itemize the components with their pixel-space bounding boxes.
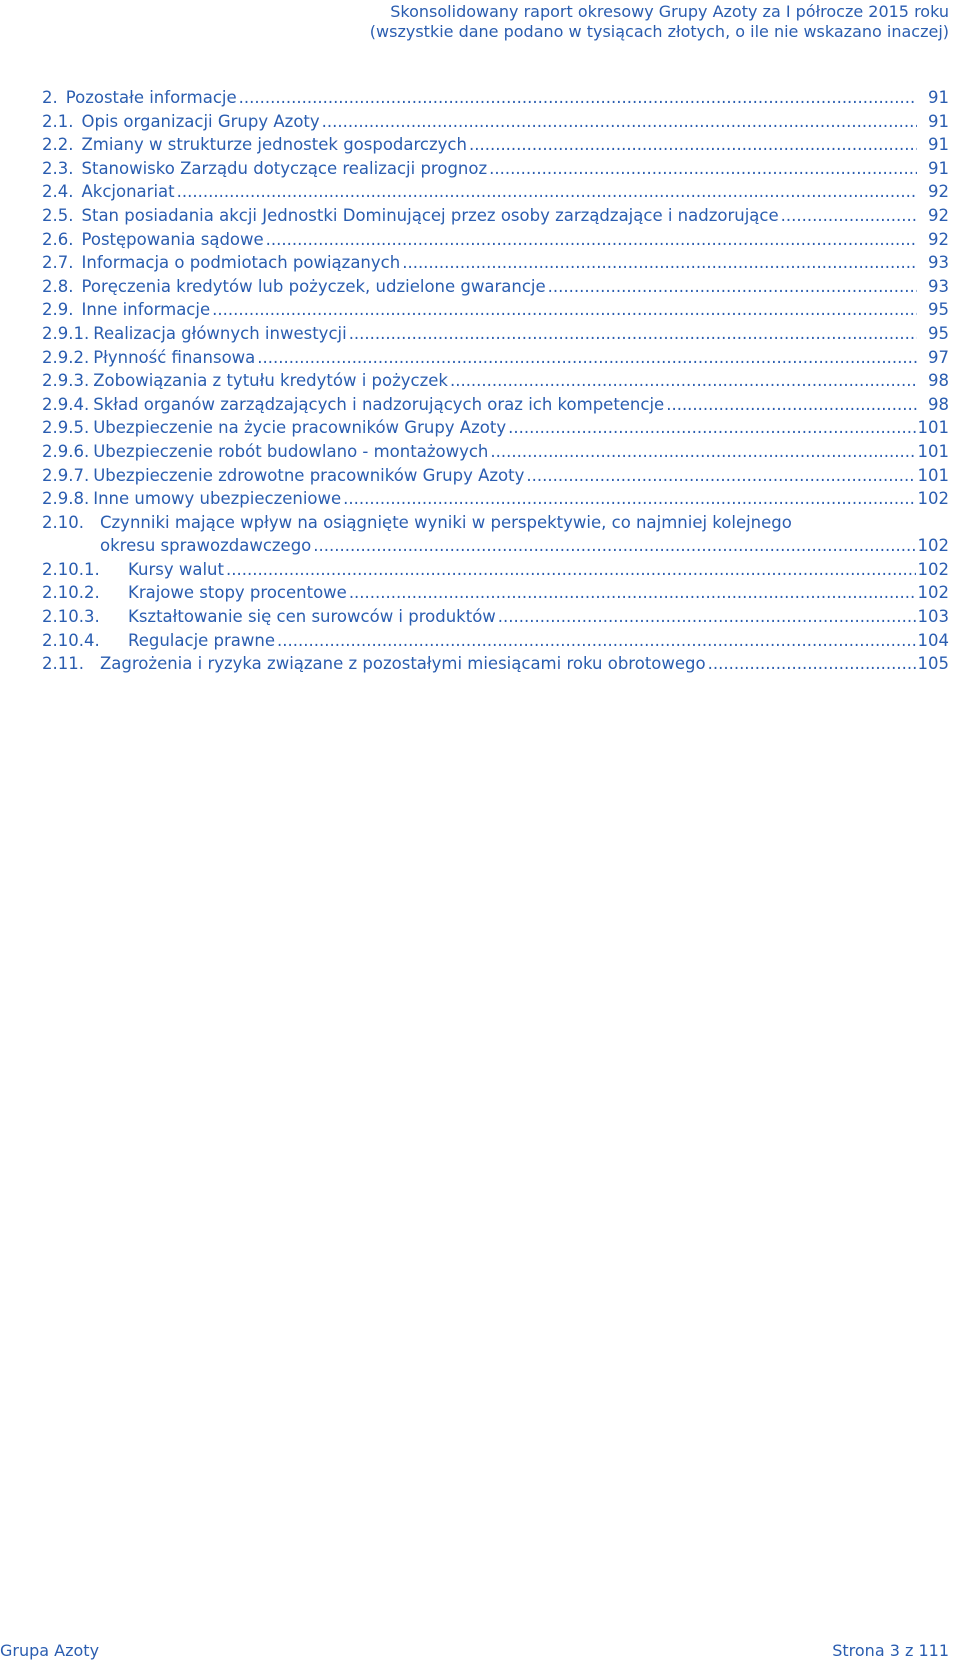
toc-number: 2.9. — [42, 300, 74, 320]
toc-page: 101 — [917, 418, 949, 438]
footer-company: Grupa Azoty — [0, 1641, 100, 1660]
toc-number: 2.9.4. — [42, 394, 90, 414]
toc-entry[interactable] — [42, 487, 949, 511]
toc-leader — [498, 605, 916, 629]
toc-page: 102 — [917, 536, 949, 556]
toc-leader — [508, 416, 915, 440]
toc-entry[interactable] — [42, 605, 949, 629]
toc-number: 2.10. — [42, 512, 84, 532]
toc-leader — [313, 534, 915, 558]
toc-number: 2.6. — [42, 229, 74, 249]
toc-leader — [239, 86, 917, 110]
toc-number: 2.5. — [42, 205, 74, 225]
toc-entry[interactable] — [42, 346, 949, 370]
toc-page: 91 — [928, 158, 949, 178]
toc-number: 2.9.2. — [42, 347, 90, 367]
toc-entry[interactable] — [42, 652, 949, 676]
toc-entry[interactable] — [42, 86, 949, 110]
toc-page: 101 — [917, 441, 949, 461]
toc-number: 2.10.4. — [42, 630, 100, 650]
toc-page: 102 — [917, 583, 949, 603]
toc-title: Stan posiadania akcji Jednostki Dominującej przez osoby zarządzające i nadzorujące — [81, 205, 779, 225]
toc-number: 2.3. — [42, 158, 74, 178]
toc-page: 92 — [928, 205, 949, 225]
toc-title: Zagrożenia i ryzyka związane z pozostałymi miesiącami roku obrotowego — [100, 654, 706, 674]
toc-entry[interactable] — [42, 298, 949, 322]
toc-entry[interactable] — [42, 629, 949, 653]
toc-entry[interactable] — [42, 581, 949, 605]
toc-title: Krajowe stopy procentowe — [128, 583, 347, 603]
toc-leader — [548, 275, 917, 299]
toc-leader — [469, 133, 917, 157]
toc-number: 2.9.5. — [42, 418, 90, 438]
toc-entry[interactable] — [42, 416, 949, 440]
toc-title: Inne umowy ubezpieczeniowe — [93, 489, 342, 509]
toc-page: 91 — [928, 88, 949, 107]
toc-title: Akcjonariat — [81, 182, 175, 202]
footer-page-number: Strona 3 z 111 — [832, 1641, 949, 1660]
toc-leader — [781, 204, 917, 228]
toc-leader — [177, 180, 917, 204]
toc-title: Informacja o podmiotach powiązanych — [81, 253, 401, 273]
toc-leader — [277, 629, 915, 653]
toc-title: Opis organizacji Grupy Azoty — [81, 111, 320, 131]
toc-entry[interactable] — [42, 180, 949, 204]
toc-entry-continuation[interactable] — [42, 534, 949, 558]
toc-title: Czynniki mające wpływ na osiągnięte wyniki w perspektywie, co najmniej kolejnego — [100, 512, 792, 532]
toc-leader — [266, 228, 917, 252]
toc-number: 2.9.6. — [42, 441, 90, 461]
toc-title: Ubezpieczenie robót budowlano - montażowych — [93, 441, 489, 461]
toc-leader — [526, 464, 915, 488]
toc-title: Ubezpieczenie zdrowotne pracowników Grupy Azoty — [93, 465, 525, 485]
toc-number: 2. — [42, 88, 58, 107]
toc-number: 2.9.8. — [42, 489, 90, 509]
toc-number: 2.11. — [42, 654, 84, 674]
toc-leader — [343, 487, 915, 511]
toc-number: 2.10.2. — [42, 583, 100, 603]
toc-title: Kursy walut — [128, 559, 224, 579]
report-header-subtitle: (wszystkie dane podano w tysiącach złotych, o ile nie wskazano inaczej) — [369, 22, 949, 41]
toc-page: 98 — [928, 394, 949, 414]
toc-page: 95 — [928, 323, 949, 343]
toc-title: Inne informacje — [81, 300, 211, 320]
toc-page: 93 — [928, 276, 949, 296]
toc-page: 105 — [917, 654, 949, 674]
toc-leader — [322, 110, 917, 134]
toc-page: 95 — [928, 300, 949, 320]
toc-leader — [349, 581, 916, 605]
toc-leader — [212, 298, 917, 322]
toc-entry[interactable] — [42, 251, 949, 275]
toc-title: Poręczenia kredytów lub pożyczek, udzielone gwarancje — [81, 276, 546, 296]
toc-title: Zmiany w strukturze jednostek gospodarczych — [81, 135, 467, 155]
toc-page: 93 — [928, 253, 949, 273]
toc-entry[interactable] — [42, 369, 949, 393]
toc-title: Postępowania sądowe — [81, 229, 264, 249]
toc-page: 98 — [928, 371, 949, 391]
toc-number: 2.7. — [42, 253, 74, 273]
toc-entry[interactable] — [42, 440, 949, 464]
toc-title: Ubezpieczenie na życie pracowników Grupy Azoty — [93, 418, 507, 438]
page-footer — [0, 1636, 949, 1664]
toc-entry[interactable] — [42, 393, 949, 417]
toc-leader — [490, 440, 915, 464]
toc-number: 2.9.3. — [42, 371, 90, 391]
toc-number: 2.2. — [42, 135, 74, 155]
toc-title: Stanowisko Zarządu dotyczące realizacji prognoz — [81, 158, 488, 178]
toc-page: 104 — [917, 630, 949, 650]
toc-entry[interactable] — [42, 133, 949, 157]
toc-entry[interactable] — [42, 511, 949, 535]
toc-page: 92 — [928, 182, 949, 202]
toc-page: 102 — [917, 489, 949, 509]
toc-title: Kształtowanie się cen surowców i produktów — [128, 607, 496, 627]
toc-leader — [257, 346, 917, 370]
toc-leader — [489, 157, 917, 181]
toc-page: 92 — [928, 229, 949, 249]
toc-page: 102 — [917, 559, 949, 579]
toc-page: 91 — [928, 111, 949, 131]
toc-title: Skład organów zarządzających i nadzorujących oraz ich kompetencje — [93, 394, 665, 414]
report-header-title: Skonsolidowany raport okresowy Grupy Azoty za I półrocze 2015 roku — [390, 2, 949, 21]
toc-entry[interactable] — [42, 322, 949, 346]
toc-entry[interactable] — [42, 204, 949, 228]
toc-leader — [349, 322, 917, 346]
toc-entry[interactable] — [42, 275, 949, 299]
toc-entry[interactable] — [42, 157, 949, 181]
toc-number: 2.4. — [42, 182, 74, 202]
toc-number: 2.9.7. — [42, 465, 90, 485]
toc-number: 2.8. — [42, 276, 74, 296]
toc-number: 2.10.1. — [42, 559, 100, 579]
toc-title: Regulacje prawne — [128, 630, 276, 650]
table-of-contents — [42, 86, 949, 676]
toc-leader — [226, 558, 916, 582]
toc-number: 2.9.1. — [42, 323, 90, 343]
toc-entry[interactable] — [42, 228, 949, 252]
toc-title: Realizacja głównych inwestycji — [93, 323, 347, 343]
toc-leader — [402, 251, 917, 275]
toc-title: Pozostałe informacje — [65, 88, 237, 107]
toc-entry[interactable] — [42, 558, 949, 582]
toc-number: 2.1. — [42, 111, 74, 131]
toc-title: Zobowiązania z tytułu kredytów i pożyczek — [93, 371, 448, 391]
toc-entry[interactable] — [42, 110, 949, 134]
toc-title-continued: okresu sprawozdawczego — [100, 536, 312, 556]
toc-leader — [450, 369, 917, 393]
toc-page: 97 — [928, 347, 949, 367]
toc-number: 2.10.3. — [42, 607, 100, 627]
toc-page: 101 — [917, 465, 949, 485]
toc-page: 103 — [917, 607, 949, 627]
toc-page: 91 — [928, 135, 949, 155]
toc-leader — [708, 652, 916, 676]
toc-leader — [666, 393, 917, 417]
toc-title: Płynność finansowa — [93, 347, 256, 367]
toc-entry[interactable] — [42, 464, 949, 488]
